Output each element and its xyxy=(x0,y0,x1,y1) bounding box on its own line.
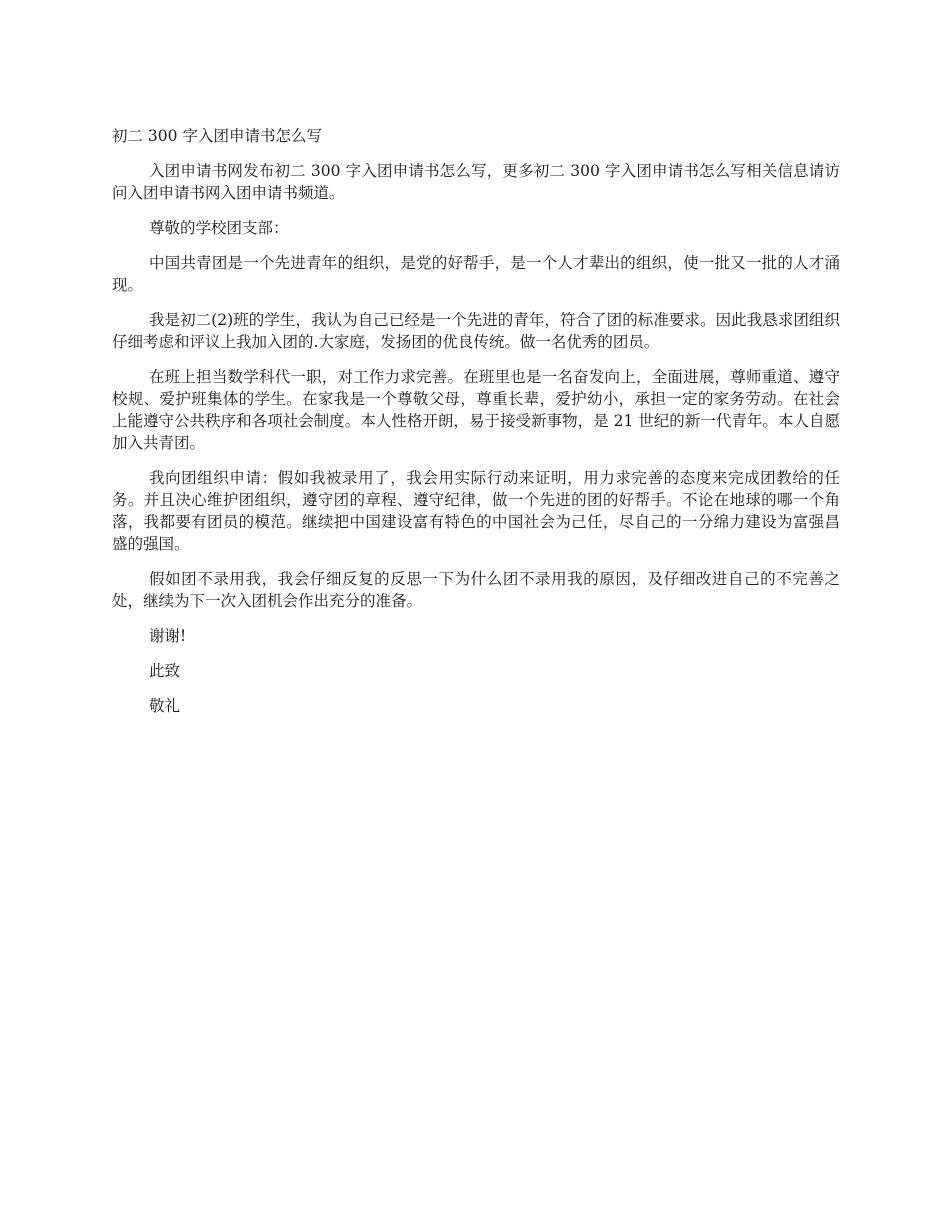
document-page xyxy=(112,125,840,730)
intro-paragraph: 入团申请书网发布初二 300 字入团申请书怎么写，更多初二 300 字入团申请书怎么写相关信息请访问入团申请书网入团申请书频道。 xyxy=(112,162,840,202)
closing-line: 此致 xyxy=(149,662,181,680)
closing-regards: 敬礼 xyxy=(149,697,181,715)
document-title: 初二 300 字入团申请书怎么写 xyxy=(112,127,322,145)
body-paragraph: 我向团组织申请：假如我被录用了，我会用实际行动来证明，用力求完善的态度来完成团教给的任务。并且决心维护团组织，遵守团的章程、遵守纪律，做一个先进的团的好帮手。不论在地球的哪一个角落，我都要有团员的模范。继续把中国建设富有特色的中国社会为己任，尽自己的一分绵力建设为富强昌盛的强国。 xyxy=(112,469,840,553)
salutation: 尊敬的学校团支部： xyxy=(149,219,289,237)
body-paragraph: 在班上担当数学科代一职，对工作力求完善。在班里也是一名奋发向上，全面进展，尊师重道、遵守校规、爱护班集体的学生。在家我是一个尊敬父母，尊重长辈，爱护幼小，承担一定的家务劳动。在社会上能遵守公共秩序和各项社会制度。本人性格开朗，易于接受新事物，是 21 世纪的新一代青年。本人自愿加入共青团。 xyxy=(112,368,840,452)
body-paragraph: 我是初二(2)班的学生，我认为自己已经是一个先进的青年，符合了团的标准要求。因此我恳求团组织仔细考虑和评议上我加入团的.大家庭，发扬团的优良传统。做一名优秀的团员。 xyxy=(112,311,840,351)
thanks-line: 谢谢! xyxy=(149,627,187,645)
body-paragraph: 中国共青团是一个先进青年的组织，是党的好帮手，是一个人才辈出的组织，使一批又一批的人才涌现。 xyxy=(112,254,840,294)
body-paragraph: 假如团不录用我，我会仔细反复的反思一下为什么团不录用我的原因，及仔细改进自己的不完善之处，继续为下一次入团机会作出充分的准备。 xyxy=(112,570,840,610)
